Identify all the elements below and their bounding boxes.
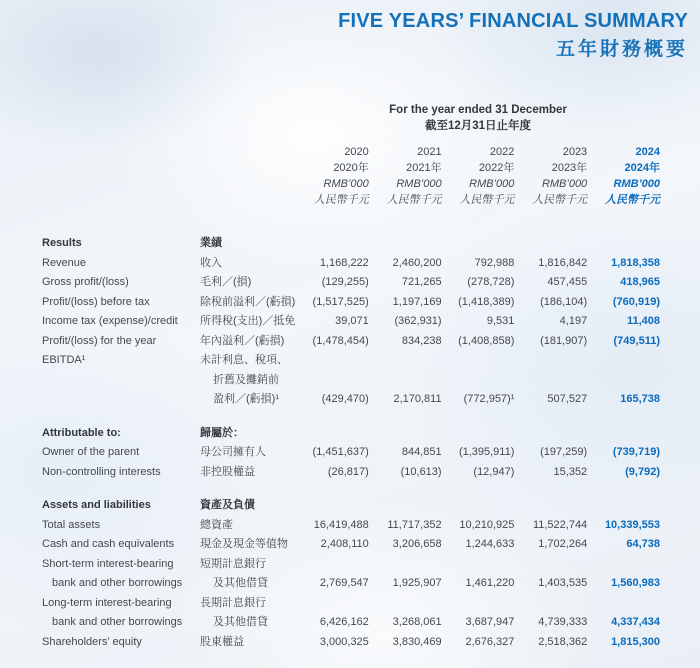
row-label-chinese: 及其他借貸 bbox=[213, 577, 268, 589]
table-row bbox=[42, 463, 660, 483]
value-cell: 10,339,553 bbox=[604, 518, 660, 531]
value-cell: 1,925,907 bbox=[392, 577, 442, 589]
table-row bbox=[42, 555, 660, 575]
value-cell: (760,919) bbox=[612, 295, 660, 308]
unit-cn-cell: 人民幣千元 bbox=[532, 194, 588, 206]
value-cell: (1,395,911) bbox=[458, 446, 515, 458]
value-cell: 1,816,842 bbox=[538, 256, 588, 269]
section-header-chinese: 歸屬於： bbox=[200, 426, 244, 439]
table-body bbox=[42, 234, 660, 652]
year-cell: 2023 bbox=[562, 146, 588, 158]
value-cell: 11,717,352 bbox=[387, 518, 442, 531]
value-cell: (197,259) bbox=[540, 446, 588, 458]
value-cell: (278,728) bbox=[467, 276, 515, 288]
unit-cn-cell: 人民幣千元 bbox=[459, 194, 515, 206]
value-cell: (1,408,858) bbox=[458, 334, 515, 347]
column-headers bbox=[42, 144, 660, 208]
section-header-english: Results bbox=[42, 237, 82, 249]
table-row bbox=[42, 312, 660, 332]
row-label-english: bank and other borrowings bbox=[52, 577, 183, 589]
table-row bbox=[42, 332, 660, 352]
row-label-chinese: 折舊及攤銷前 bbox=[213, 373, 279, 386]
value-cell: (1,451,637) bbox=[312, 446, 369, 458]
value-cell: 6,426,162 bbox=[319, 616, 369, 628]
header-row bbox=[42, 176, 660, 192]
value-cell: (749,511) bbox=[613, 334, 660, 347]
header-row bbox=[42, 144, 660, 160]
unit-cell: RMB’000 bbox=[469, 178, 515, 190]
row-label-chinese: 毛利／(損) bbox=[200, 276, 252, 288]
unit-cell: RMB’000 bbox=[541, 178, 588, 190]
table-row bbox=[42, 535, 660, 555]
value-cell: (1,517,525) bbox=[312, 295, 369, 308]
year-cell: 2022 bbox=[489, 146, 515, 158]
value-cell: 457,455 bbox=[547, 276, 588, 288]
value-cell: 1,815,300 bbox=[611, 635, 660, 648]
row-label-chinese: 收入 bbox=[200, 256, 222, 269]
table-row bbox=[42, 633, 660, 653]
period-label-english: For the year ended 31 December bbox=[389, 104, 567, 116]
section-header-english: Assets and liabilities bbox=[42, 499, 151, 511]
value-cell: 3,830,469 bbox=[392, 635, 442, 648]
table-row bbox=[42, 351, 660, 371]
value-cell: 4,337,434 bbox=[611, 616, 660, 628]
section-header-row bbox=[42, 424, 660, 444]
row-label-chinese: 股東權益 bbox=[200, 635, 244, 648]
value-cell: 418,965 bbox=[620, 276, 660, 288]
value-cell: (26,817) bbox=[327, 465, 369, 478]
value-cell: 1,403,535 bbox=[538, 577, 588, 589]
value-cell: 1,560,983 bbox=[611, 577, 660, 589]
row-label-chinese: 長期計息銀行 bbox=[200, 596, 266, 609]
value-cell: (9,792) bbox=[625, 465, 660, 478]
value-cell: 11,522,744 bbox=[532, 518, 588, 531]
value-cell: (429,470) bbox=[321, 393, 369, 405]
table-row bbox=[42, 371, 660, 391]
row-label-chinese: 未計利息、稅項、 bbox=[200, 354, 288, 366]
table-row bbox=[42, 443, 660, 463]
table-section bbox=[42, 424, 660, 483]
header-row bbox=[42, 192, 660, 208]
value-cell: 792,988 bbox=[474, 256, 515, 269]
value-cell: (1,418,389) bbox=[458, 295, 515, 308]
year-cell: 2024 bbox=[635, 146, 660, 158]
value-cell: 4,739,333 bbox=[538, 616, 588, 628]
value-cell: 2,518,362 bbox=[538, 635, 588, 648]
unit-cn-cell: 人民幣千元 bbox=[313, 194, 369, 206]
row-label-english: Gross profit/(loss) bbox=[42, 276, 129, 288]
table-section bbox=[42, 496, 660, 652]
value-cell: (12,947) bbox=[473, 465, 515, 478]
value-cell: 39,071 bbox=[335, 315, 369, 327]
section-header-chinese: 業績 bbox=[200, 237, 222, 249]
value-cell: 834,238 bbox=[401, 334, 442, 347]
row-label-english: Non-controlling interests bbox=[42, 465, 161, 478]
year-cell: 2020 bbox=[344, 146, 369, 158]
header-row bbox=[42, 160, 660, 176]
row-label-english: Short-term interest-bearing bbox=[42, 557, 174, 570]
unit-cell: RMB’000 bbox=[323, 178, 369, 190]
value-cell: 2,460,200 bbox=[392, 256, 442, 269]
row-label-english: EBITDA¹ bbox=[42, 354, 86, 366]
table-row bbox=[42, 594, 660, 614]
value-cell: 1,461,220 bbox=[465, 577, 515, 589]
row-label-chinese: 母公司擁有人 bbox=[200, 446, 266, 458]
row-label-english: Profit/(loss) before tax bbox=[42, 295, 150, 308]
value-cell: 3,000,325 bbox=[319, 635, 369, 648]
table-section bbox=[42, 234, 660, 410]
row-label-chinese: 總資產 bbox=[200, 518, 233, 531]
row-label-chinese: 年內溢利／(虧損) bbox=[200, 334, 285, 347]
table-row bbox=[42, 254, 660, 274]
unit-cn-cell: 人民幣千元 bbox=[386, 194, 442, 206]
value-cell: (772,957)¹ bbox=[463, 393, 515, 405]
section-header-chinese: 資產及負債 bbox=[200, 499, 255, 511]
year-cn-cell: 2023年 bbox=[551, 162, 588, 174]
row-label-chinese: 盈利／(虧損)¹ bbox=[213, 393, 279, 405]
table-row bbox=[42, 574, 660, 594]
unit-cell: RMB’000 bbox=[396, 178, 442, 190]
financial-summary-table bbox=[42, 102, 660, 652]
section-header-row bbox=[42, 496, 660, 516]
period-header bbox=[42, 102, 660, 134]
value-cell: 844,851 bbox=[401, 446, 442, 458]
value-cell: (10,613) bbox=[400, 465, 442, 478]
row-label-chinese: 所得稅(支出)／抵免 bbox=[200, 315, 296, 327]
row-label-english: Revenue bbox=[42, 256, 87, 269]
year-cn-cell: 2020年 bbox=[333, 162, 369, 174]
row-label-english: Shareholders’ equity bbox=[42, 635, 142, 648]
value-cell: 4,197 bbox=[559, 315, 588, 327]
table-row bbox=[42, 613, 660, 633]
unit-cn-cell: 人民幣千元 bbox=[605, 194, 660, 206]
value-cell: (186,104) bbox=[540, 295, 588, 308]
value-cell: 1,818,358 bbox=[611, 256, 660, 269]
value-cell: 2,676,327 bbox=[465, 635, 515, 648]
page-title-english: FIVE YEARS’ FINANCIAL SUMMARY bbox=[338, 10, 688, 32]
value-cell: (362,931) bbox=[394, 315, 442, 327]
value-cell: 1,702,264 bbox=[538, 538, 588, 550]
year-cell: 2021 bbox=[417, 146, 442, 158]
row-label-english: Long-term interest-bearing bbox=[42, 596, 172, 609]
row-label-english: Total assets bbox=[42, 518, 101, 531]
year-cn-cell: 2021年 bbox=[406, 162, 442, 174]
value-cell: 2,769,547 bbox=[319, 577, 369, 589]
value-cell: 2,408,110 bbox=[320, 538, 369, 550]
row-label-english: bank and other borrowings bbox=[52, 616, 183, 628]
year-cn-cell: 2022年 bbox=[478, 162, 515, 174]
value-cell: 15,352 bbox=[553, 465, 588, 478]
value-cell: (739,719) bbox=[612, 446, 660, 458]
value-cell: 1,244,633 bbox=[465, 538, 515, 550]
value-cell: 507,527 bbox=[547, 393, 588, 405]
value-cell: 16,419,488 bbox=[313, 518, 369, 531]
value-cell: 1,197,169 bbox=[392, 295, 442, 308]
value-cell: 721,265 bbox=[401, 276, 442, 288]
value-cell: 9,531 bbox=[486, 315, 515, 327]
table-row bbox=[42, 516, 660, 536]
row-label-english: Owner of the parent bbox=[42, 446, 140, 458]
page-header bbox=[0, 0, 700, 62]
year-cn-cell: 2024年 bbox=[624, 162, 660, 174]
table-row bbox=[42, 273, 660, 293]
value-cell: 10,210,925 bbox=[459, 518, 515, 531]
section-header-row bbox=[42, 234, 660, 254]
table-row bbox=[42, 390, 660, 410]
row-label-chinese: 現金及現金等值物 bbox=[200, 538, 288, 550]
page-title-chinese: 五年財務概要 bbox=[555, 39, 688, 60]
row-label-chinese: 短期計息銀行 bbox=[200, 557, 266, 570]
unit-cell: RMB’000 bbox=[613, 178, 660, 190]
value-cell: 3,687,947 bbox=[465, 616, 515, 628]
row-label-english: Income tax (expense)/credit bbox=[42, 315, 178, 327]
value-cell: 1,168,222 bbox=[319, 256, 369, 269]
value-cell: 64,738 bbox=[626, 538, 660, 550]
value-cell: (129,255) bbox=[321, 276, 369, 288]
value-cell: 3,206,658 bbox=[392, 538, 442, 550]
row-label-chinese: 非控股權益 bbox=[200, 465, 255, 478]
row-label-english: Cash and cash equivalents bbox=[42, 538, 175, 550]
period-label-chinese: 截至12月31日止年度 bbox=[424, 120, 532, 132]
row-label-chinese: 及其他借貸 bbox=[213, 616, 268, 628]
row-label-english: Profit/(loss) for the year bbox=[42, 334, 157, 347]
value-cell: (1,478,454) bbox=[312, 334, 369, 347]
section-header-english: Attributable to: bbox=[42, 426, 121, 439]
table-row bbox=[42, 293, 660, 313]
row-label-chinese: 除稅前溢利／(虧損) bbox=[200, 295, 296, 308]
value-cell: 165,738 bbox=[620, 393, 660, 405]
period-header-cell bbox=[296, 102, 660, 134]
value-cell: (181,907) bbox=[540, 334, 588, 347]
value-cell: 2,170,811 bbox=[393, 393, 442, 405]
value-cell: 11,408 bbox=[626, 315, 660, 327]
value-cell: 3,268,061 bbox=[392, 616, 442, 628]
